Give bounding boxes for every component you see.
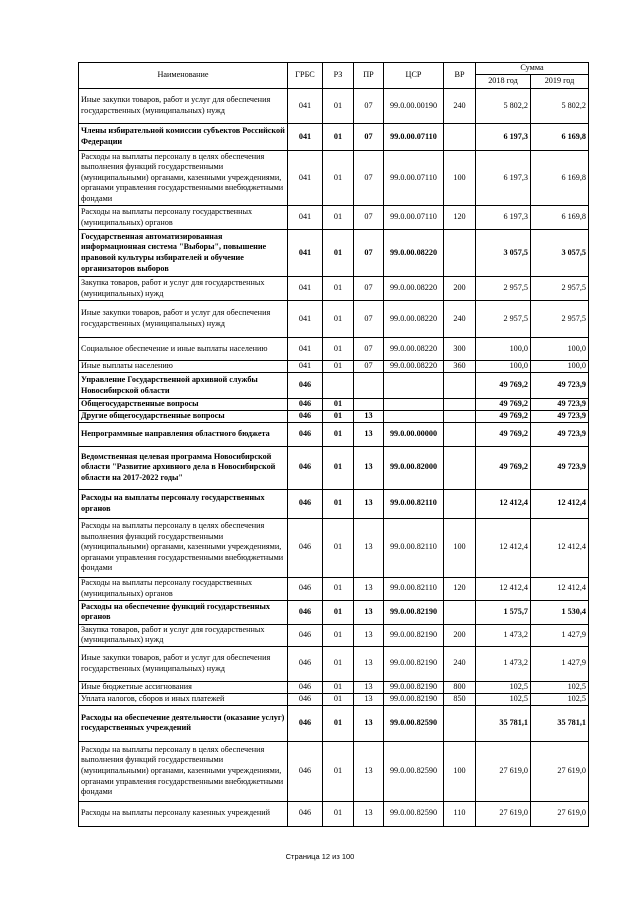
row-name: Закупка товаров, работ и услуг для государственных (муниципальных) нужд bbox=[79, 277, 288, 301]
row-grbs: 041 bbox=[288, 89, 323, 124]
row-rz: 01 bbox=[323, 600, 354, 624]
row-pr: 07 bbox=[354, 89, 384, 124]
row-rz: 01 bbox=[323, 705, 354, 741]
row-rz: 01 bbox=[323, 361, 354, 373]
row-rz: 01 bbox=[323, 446, 354, 489]
row-amount-2019: 2 957,5 bbox=[531, 301, 589, 338]
page-number: Страница 12 из 100 bbox=[285, 852, 355, 861]
row-vr: 100 bbox=[444, 151, 476, 206]
table-row bbox=[79, 646, 589, 681]
header-year-2019: 2019 год bbox=[531, 75, 589, 89]
row-vr: 110 bbox=[444, 801, 476, 826]
row-amount-2018: 49 769,2 bbox=[476, 373, 531, 399]
row-amount-2018: 1 473,2 bbox=[476, 646, 531, 681]
row-amount-2019: 1 530,4 bbox=[531, 600, 589, 624]
row-amount-2018: 6 197,3 bbox=[476, 151, 531, 206]
row-grbs: 046 bbox=[288, 446, 323, 489]
row-vr bbox=[444, 600, 476, 624]
table-row bbox=[79, 230, 589, 277]
row-vr: 120 bbox=[444, 206, 476, 230]
row-pr: 07 bbox=[354, 301, 384, 338]
row-grbs: 046 bbox=[288, 489, 323, 518]
row-pr: 07 bbox=[354, 230, 384, 277]
row-amount-2018: 12 412,4 bbox=[476, 577, 531, 600]
row-amount-2018: 6 197,3 bbox=[476, 124, 531, 151]
row-name: Иные выплаты населению bbox=[79, 361, 288, 373]
row-amount-2018: 49 769,2 bbox=[476, 422, 531, 446]
row-amount-2018: 102,5 bbox=[476, 681, 531, 693]
row-vr: 200 bbox=[444, 277, 476, 301]
row-amount-2018: 35 781,1 bbox=[476, 705, 531, 741]
row-amount-2019: 102,5 bbox=[531, 681, 589, 693]
table-row bbox=[79, 577, 589, 600]
row-rz: 01 bbox=[323, 301, 354, 338]
row-vr: 360 bbox=[444, 361, 476, 373]
table-row bbox=[79, 399, 589, 411]
row-pr: 07 bbox=[354, 361, 384, 373]
row-csr: 99.0.00.08220 bbox=[384, 230, 444, 277]
row-amount-2018: 100,0 bbox=[476, 338, 531, 361]
row-vr: 100 bbox=[444, 741, 476, 801]
row-amount-2019: 100,0 bbox=[531, 338, 589, 361]
row-name: Другие общегосударственные вопросы bbox=[79, 410, 288, 422]
row-csr: 99.0.00.00000 bbox=[384, 422, 444, 446]
row-amount-2019: 1 427,9 bbox=[531, 624, 589, 646]
row-amount-2019: 102,5 bbox=[531, 693, 589, 705]
row-csr bbox=[384, 373, 444, 399]
row-vr bbox=[444, 489, 476, 518]
budget-table bbox=[78, 62, 589, 827]
table-row bbox=[79, 338, 589, 361]
row-grbs: 046 bbox=[288, 801, 323, 826]
row-rz: 01 bbox=[323, 89, 354, 124]
header-name: Наименование bbox=[79, 63, 288, 89]
row-grbs: 041 bbox=[288, 301, 323, 338]
row-amount-2019: 6 169,8 bbox=[531, 151, 589, 206]
row-rz: 01 bbox=[323, 681, 354, 693]
row-pr: 07 bbox=[354, 151, 384, 206]
row-amount-2018: 49 769,2 bbox=[476, 399, 531, 411]
row-amount-2018: 1 575,7 bbox=[476, 600, 531, 624]
row-csr: 99.0.00.82110 bbox=[384, 577, 444, 600]
row-csr: 99.0.00.82190 bbox=[384, 600, 444, 624]
row-amount-2019: 12 412,4 bbox=[531, 489, 589, 518]
row-name: Уплата налогов, сборов и иных платежей bbox=[79, 693, 288, 705]
row-rz: 01 bbox=[323, 151, 354, 206]
row-vr: 850 bbox=[444, 693, 476, 705]
row-vr: 240 bbox=[444, 301, 476, 338]
row-vr bbox=[444, 373, 476, 399]
row-rz: 01 bbox=[323, 518, 354, 577]
row-grbs: 046 bbox=[288, 646, 323, 681]
table-row bbox=[79, 422, 589, 446]
row-pr: 13 bbox=[354, 489, 384, 518]
row-amount-2019: 12 412,4 bbox=[531, 518, 589, 577]
row-grbs: 041 bbox=[288, 361, 323, 373]
row-pr: 13 bbox=[354, 624, 384, 646]
row-name: Иные бюджетные ассигнования bbox=[79, 681, 288, 693]
row-csr: 99.0.00.07110 bbox=[384, 151, 444, 206]
row-rz: 01 bbox=[323, 410, 354, 422]
row-rz: 01 bbox=[323, 693, 354, 705]
row-pr: 13 bbox=[354, 518, 384, 577]
row-pr: 13 bbox=[354, 693, 384, 705]
row-name: Расходы на выплаты персоналу государственных органов bbox=[79, 489, 288, 518]
row-amount-2018: 49 769,2 bbox=[476, 410, 531, 422]
row-rz: 01 bbox=[323, 124, 354, 151]
header-year-2018: 2018 год bbox=[476, 75, 531, 89]
row-name: Иные закупки товаров, работ и услуг для обеспечения государственных (муниципальных) нужд bbox=[79, 301, 288, 338]
row-csr: 99.0.00.82190 bbox=[384, 624, 444, 646]
row-pr: 13 bbox=[354, 410, 384, 422]
row-vr bbox=[444, 399, 476, 411]
row-name: Иные закупки товаров, работ и услуг для обеспечения государственных (муниципальных) нужд bbox=[79, 89, 288, 124]
row-grbs: 046 bbox=[288, 577, 323, 600]
row-pr: 13 bbox=[354, 422, 384, 446]
row-rz: 01 bbox=[323, 230, 354, 277]
row-amount-2019: 1 427,9 bbox=[531, 646, 589, 681]
row-vr: 240 bbox=[444, 89, 476, 124]
table-row bbox=[79, 801, 589, 826]
header-sum: Сумма bbox=[476, 63, 589, 75]
row-grbs: 041 bbox=[288, 230, 323, 277]
row-amount-2018: 102,5 bbox=[476, 693, 531, 705]
row-name: Расходы на выплаты персоналу в целях обеспечения выполнения функций государственными (муниципальными) органами, казенными учреждениями, органами управления государственными внебюджетными фондами bbox=[79, 741, 288, 801]
row-amount-2018: 27 619,0 bbox=[476, 801, 531, 826]
row-grbs: 046 bbox=[288, 518, 323, 577]
row-amount-2018: 100,0 bbox=[476, 361, 531, 373]
row-amount-2018: 6 197,3 bbox=[476, 206, 531, 230]
row-grbs: 041 bbox=[288, 151, 323, 206]
row-csr: 99.0.00.82590 bbox=[384, 801, 444, 826]
table-row bbox=[79, 489, 589, 518]
row-csr: 99.0.00.82000 bbox=[384, 446, 444, 489]
row-name: Расходы на выплаты персоналу государственных (муниципальных) органов bbox=[79, 577, 288, 600]
row-name: Расходы на выплаты персоналу в целях обеспечения выполнения функций государственными (муниципальными) органами, казенными учреждениями, органами управления государственными внебюджетными фондами bbox=[79, 151, 288, 206]
row-pr: 13 bbox=[354, 705, 384, 741]
row-amount-2019: 27 619,0 bbox=[531, 741, 589, 801]
row-name: Расходы на обеспечение деятельности (оказание услуг) государственных учреждений bbox=[79, 705, 288, 741]
row-name: Расходы на обеспечение функций государственных органов bbox=[79, 600, 288, 624]
row-amount-2019: 5 802,2 bbox=[531, 89, 589, 124]
row-amount-2019: 27 619,0 bbox=[531, 801, 589, 826]
row-vr bbox=[444, 230, 476, 277]
row-pr: 07 bbox=[354, 277, 384, 301]
row-csr: 99.0.00.82590 bbox=[384, 705, 444, 741]
row-amount-2019: 6 169,8 bbox=[531, 206, 589, 230]
row-name: Общегосударственные вопросы bbox=[79, 399, 288, 411]
row-amount-2019: 12 412,4 bbox=[531, 577, 589, 600]
row-amount-2019: 49 723,9 bbox=[531, 410, 589, 422]
row-pr bbox=[354, 373, 384, 399]
row-vr: 100 bbox=[444, 518, 476, 577]
table-row bbox=[79, 89, 589, 124]
row-vr: 300 bbox=[444, 338, 476, 361]
row-grbs: 046 bbox=[288, 410, 323, 422]
row-pr: 13 bbox=[354, 646, 384, 681]
row-grbs: 041 bbox=[288, 277, 323, 301]
row-grbs: 041 bbox=[288, 206, 323, 230]
row-rz: 01 bbox=[323, 399, 354, 411]
row-vr bbox=[444, 422, 476, 446]
row-csr: 99.0.00.82190 bbox=[384, 681, 444, 693]
row-name: Закупка товаров, работ и услуг для государственных (муниципальных) нужд bbox=[79, 624, 288, 646]
row-rz: 01 bbox=[323, 624, 354, 646]
row-rz: 01 bbox=[323, 277, 354, 301]
row-vr bbox=[444, 705, 476, 741]
table-row bbox=[79, 373, 589, 399]
table-row bbox=[79, 277, 589, 301]
table-header bbox=[79, 63, 589, 89]
row-pr: 13 bbox=[354, 600, 384, 624]
table-row bbox=[79, 600, 589, 624]
row-name: Ведомственная целевая программа Новосибирской области "Развитие архивного дела в Новосибирской области на 2017-2022 годы" bbox=[79, 446, 288, 489]
row-pr: 13 bbox=[354, 446, 384, 489]
table-row bbox=[79, 681, 589, 693]
header-grbs: ГРБС bbox=[288, 63, 323, 89]
row-name: Непрограммные направления областного бюджета bbox=[79, 422, 288, 446]
row-rz: 01 bbox=[323, 577, 354, 600]
row-name: Расходы на выплаты персоналу казенных учреждений bbox=[79, 801, 288, 826]
row-csr: 99.0.00.08220 bbox=[384, 361, 444, 373]
row-amount-2019: 49 723,9 bbox=[531, 373, 589, 399]
table-row bbox=[79, 624, 589, 646]
row-amount-2019: 2 957,5 bbox=[531, 277, 589, 301]
row-grbs: 041 bbox=[288, 338, 323, 361]
row-pr: 13 bbox=[354, 801, 384, 826]
row-amount-2019: 100,0 bbox=[531, 361, 589, 373]
row-pr bbox=[354, 399, 384, 411]
row-csr: 99.0.00.08220 bbox=[384, 338, 444, 361]
row-grbs: 046 bbox=[288, 373, 323, 399]
row-vr bbox=[444, 446, 476, 489]
row-pr: 07 bbox=[354, 124, 384, 151]
row-csr: 99.0.00.82590 bbox=[384, 741, 444, 801]
table-row bbox=[79, 206, 589, 230]
row-name: Расходы на выплаты персоналу в целях обеспечения выполнения функций государственными (муниципальными) органами, казенными учреждениями, органами управления государственными внебюджетными фондами bbox=[79, 518, 288, 577]
table-row bbox=[79, 124, 589, 151]
table-row bbox=[79, 518, 589, 577]
table-row bbox=[79, 741, 589, 801]
row-pr: 13 bbox=[354, 741, 384, 801]
row-vr: 120 bbox=[444, 577, 476, 600]
header-rz: РЗ bbox=[323, 63, 354, 89]
row-name: Управление Государственной архивной службы Новосибирской области bbox=[79, 373, 288, 399]
row-amount-2018: 2 957,5 bbox=[476, 301, 531, 338]
table-row bbox=[79, 705, 589, 741]
row-pr: 07 bbox=[354, 206, 384, 230]
row-name: Расходы на выплаты персоналу государственных (муниципальных) органов bbox=[79, 206, 288, 230]
row-csr: 99.0.00.00190 bbox=[384, 89, 444, 124]
row-amount-2018: 49 769,2 bbox=[476, 446, 531, 489]
header-pr: ПР bbox=[354, 63, 384, 89]
table-row bbox=[79, 410, 589, 422]
row-grbs: 041 bbox=[288, 124, 323, 151]
row-amount-2018: 27 619,0 bbox=[476, 741, 531, 801]
row-grbs: 046 bbox=[288, 705, 323, 741]
row-rz: 01 bbox=[323, 422, 354, 446]
row-csr: 99.0.00.07110 bbox=[384, 124, 444, 151]
row-csr: 99.0.00.08220 bbox=[384, 277, 444, 301]
row-grbs: 046 bbox=[288, 422, 323, 446]
row-name: Члены избирательной комиссии субъектов Российской Федерации bbox=[79, 124, 288, 151]
table-row bbox=[79, 151, 589, 206]
table-row bbox=[79, 361, 589, 373]
row-vr bbox=[444, 410, 476, 422]
row-amount-2019: 49 723,9 bbox=[531, 446, 589, 489]
header-csr: ЦСР bbox=[384, 63, 444, 89]
row-rz: 01 bbox=[323, 801, 354, 826]
row-amount-2018: 2 957,5 bbox=[476, 277, 531, 301]
row-grbs: 046 bbox=[288, 600, 323, 624]
row-rz: 01 bbox=[323, 338, 354, 361]
row-vr: 240 bbox=[444, 646, 476, 681]
row-amount-2018: 3 057,5 bbox=[476, 230, 531, 277]
row-csr: 99.0.00.82190 bbox=[384, 693, 444, 705]
row-grbs: 046 bbox=[288, 681, 323, 693]
row-grbs: 046 bbox=[288, 624, 323, 646]
row-amount-2019: 49 723,9 bbox=[531, 399, 589, 411]
row-pr: 07 bbox=[354, 338, 384, 361]
table-row bbox=[79, 693, 589, 705]
table-body bbox=[79, 89, 589, 827]
row-csr: 99.0.00.82190 bbox=[384, 646, 444, 681]
row-grbs: 046 bbox=[288, 399, 323, 411]
row-name: Иные закупки товаров, работ и услуг для обеспечения государственных (муниципальных) нужд bbox=[79, 646, 288, 681]
row-amount-2018: 1 473,2 bbox=[476, 624, 531, 646]
row-vr bbox=[444, 124, 476, 151]
row-amount-2018: 12 412,4 bbox=[476, 518, 531, 577]
row-csr bbox=[384, 399, 444, 411]
row-amount-2019: 3 057,5 bbox=[531, 230, 589, 277]
row-vr: 200 bbox=[444, 624, 476, 646]
row-csr: 99.0.00.82110 bbox=[384, 518, 444, 577]
row-rz: 01 bbox=[323, 741, 354, 801]
table-row bbox=[79, 301, 589, 338]
row-amount-2018: 12 412,4 bbox=[476, 489, 531, 518]
row-grbs: 046 bbox=[288, 741, 323, 801]
row-amount-2019: 6 169,8 bbox=[531, 124, 589, 151]
table-row bbox=[79, 446, 589, 489]
row-name: Социальное обеспечение и иные выплаты населению bbox=[79, 338, 288, 361]
row-amount-2019: 49 723,9 bbox=[531, 422, 589, 446]
row-grbs: 046 bbox=[288, 693, 323, 705]
row-pr: 13 bbox=[354, 577, 384, 600]
row-amount-2018: 5 802,2 bbox=[476, 89, 531, 124]
row-rz: 01 bbox=[323, 206, 354, 230]
row-name: Государственная автоматизированная информационная система "Выборы", повышение правовой культуры избирателей и обучение организаторов выборов bbox=[79, 230, 288, 277]
row-csr: 99.0.00.82110 bbox=[384, 489, 444, 518]
row-amount-2019: 35 781,1 bbox=[531, 705, 589, 741]
row-csr bbox=[384, 410, 444, 422]
header-vr: ВР bbox=[444, 63, 476, 89]
row-csr: 99.0.00.08220 bbox=[384, 301, 444, 338]
row-csr: 99.0.00.07110 bbox=[384, 206, 444, 230]
row-rz: 01 bbox=[323, 489, 354, 518]
row-rz: 01 bbox=[323, 646, 354, 681]
row-pr: 13 bbox=[354, 681, 384, 693]
row-vr: 800 bbox=[444, 681, 476, 693]
row-rz bbox=[323, 373, 354, 399]
